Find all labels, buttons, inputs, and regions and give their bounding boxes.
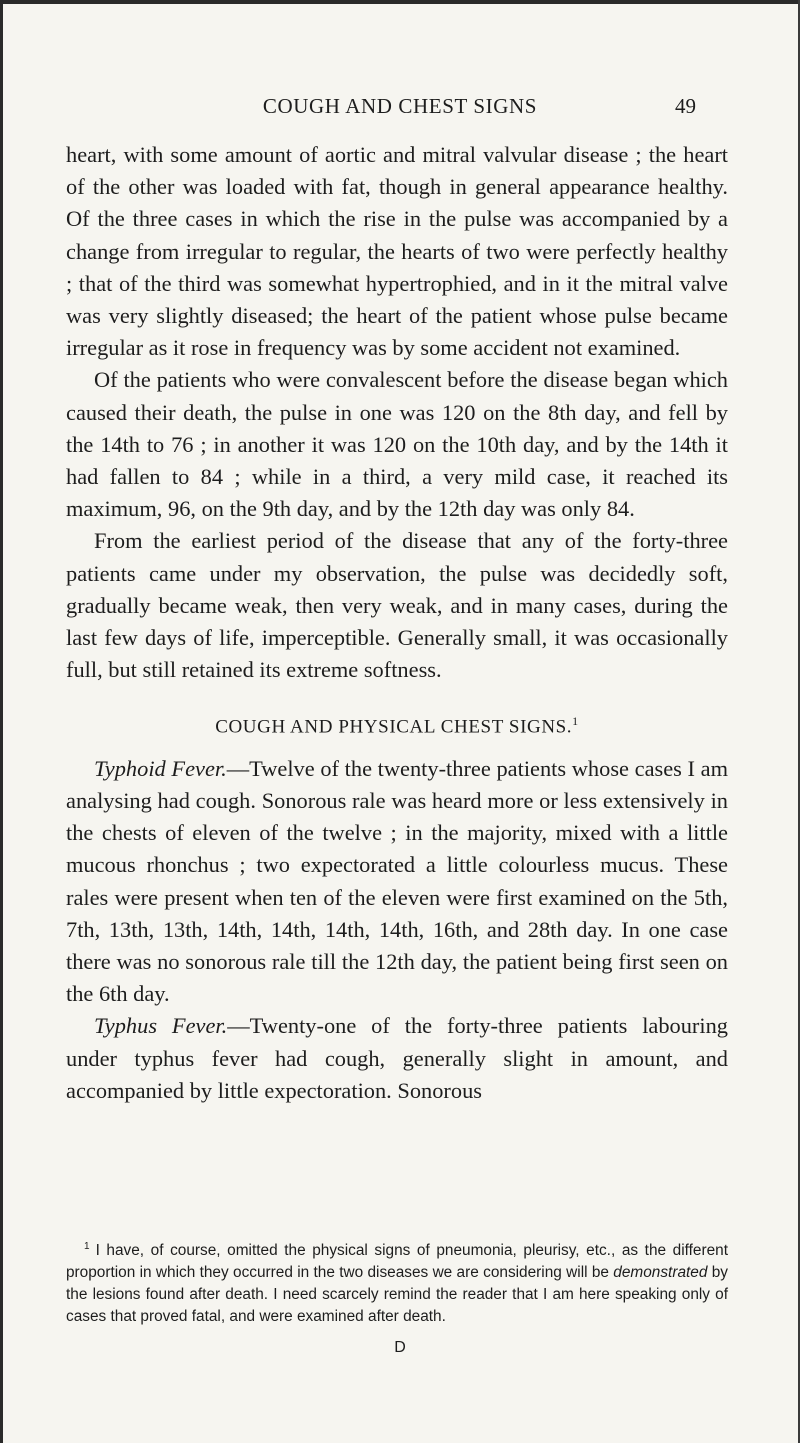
footnote-text-after: by the lesions found after death. I need scarcely remind the reader that I am here speaking only of cases that proved fatal, and were examined after death. [66, 1264, 728, 1326]
typhoid-text: —Twelve of the twenty-three patients whose cases I am analysing had cough. Sonorous rale was heard more or less extensively in the chests of eleven of the twelve ; in the majority, mixed with a little mucous rhonchus ; two expectorated a little colourless mucus. These rales were present when ten of the eleven were first examined on the 5th, 7th, 13th, 13th, 14th, 14th, 14th, 14th, 16th, and 28th day. In one case there was no sonorous rale till the 12th day, the patient being first seen on the 6th day. [66, 755, 728, 1007]
section-heading-text: COUGH AND PHYSICAL CHEST SIGNS. [215, 716, 573, 738]
signature-mark: D [394, 1339, 406, 1356]
running-title: COUGH AND CHEST SIGNS [262, 94, 538, 118]
typhus-lead-in: Typhus Fever. [94, 1013, 228, 1039]
footnote-mark: 1 [84, 1241, 90, 1252]
footnote-reference: 1 [572, 714, 579, 729]
body-text [66, 139, 728, 1107]
paragraph-heart-continuation: heart, with some amount of aortic and mitral valvular disease ; the heart of the other was loaded with fat, though in general appearance healthy. Of the three cases in which the rise in the pulse was accompanied by a change from irregular to regular, the hearts of two were perfectly healthy ; that of the third was somewhat hypertrophied, and in it the mitral valve was very slightly diseased; the heart of the patient whose pulse became irregular as it rose in frequency was by some accident not examined. [66, 142, 728, 361]
footnotes [66, 1236, 728, 1328]
paragraph-typhoid-fever [66, 753, 728, 1011]
page-number: 49 [675, 94, 696, 118]
page-top-border [0, 0, 800, 4]
paragraph-pulse-character: From the earliest period of the disease that any of the forty-three patients came under my observation, the pulse was decidedly soft, gradually became weak, then very weak, and in many cases, during the last few days of life, imperceptible. Generally small, it was occasionally full, but still retained its extreme softness. [66, 528, 728, 683]
footnote-text-before: I have, of course, omitted the physical signs of pneumonia, pleurisy, etc., as the different proportion in which they occurred in the two diseases we are considering will be [66, 1242, 728, 1282]
section-heading [66, 708, 728, 740]
footnote-emphasis: demonstrated [613, 1264, 708, 1282]
running-head [0, 94, 800, 124]
paragraph-convalescent-patients: Of the patients who were convalescent before the disease began which caused their death, the pulse in one was 120 on the 8th day, and fell by the 14th to 76 ; in another it was 120 on the 10th day, and by the 14th it had fallen to 84 ; while in a third, a very mild case, it reached its maximum, 96, on the 9th day, and by the 12th day was only 84. [66, 367, 728, 522]
paragraph-typhus-fever [66, 1010, 728, 1107]
typhus-text: —Twenty-one of the forty-three patients labouring under typhus fever had cough, generally slight in amount, and accompanied by little expectoration. Sonorous [66, 1013, 729, 1103]
typhoid-lead-in: Typhoid Fever. [94, 755, 227, 781]
footnote-1 [66, 1236, 728, 1328]
page-left-border [0, 0, 3, 1443]
